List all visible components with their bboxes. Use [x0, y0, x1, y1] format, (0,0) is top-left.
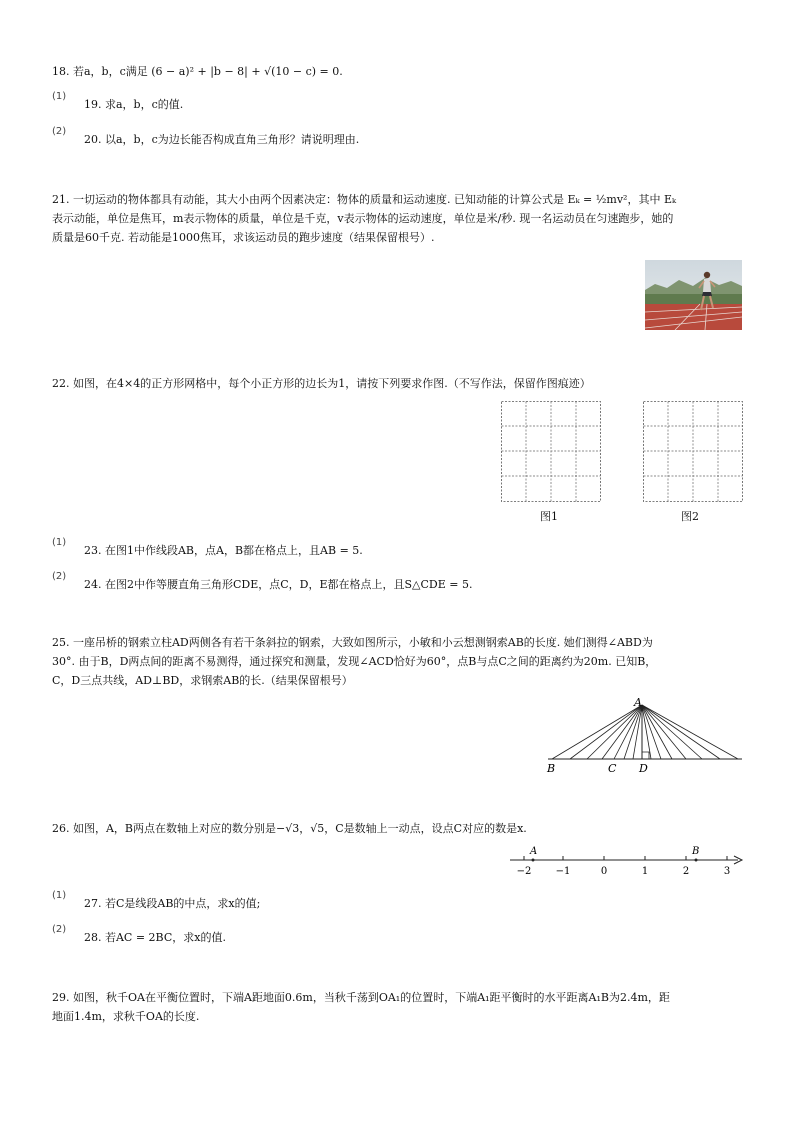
part-text: 24. 在图2中作等腰直角三角形CDE，点C，D，E都在格点上，且S△CDE = 5. — [84, 578, 473, 591]
question-29-line: 地面1.4m，求秋千OA的长度. — [52, 1010, 200, 1023]
number-line — [508, 842, 744, 882]
label-c: C — [608, 762, 617, 775]
figure-2-caption: 图2 — [681, 510, 699, 523]
suspension-bridge-diagram — [540, 695, 745, 775]
part-text: 20. 以a，b，c为边长能否构成直角三角形？请说明理由. — [84, 133, 360, 146]
question-29-line: 29. 如图，秋千OA在平衡位置时，下端A距地面0.6m，当秋千荡到OA₁的位置时，下端A₁距平衡时的水平距离A₁B为2.4m，距 — [52, 991, 670, 1004]
label-b: B — [547, 762, 556, 775]
question-21-line: 21. 一切运动的物体都具有动能，其大小由两个因素决定：物体的质量和运动速度. 已知动能的计算公式是 Eₖ = ½mv²，其中 Eₖ — [52, 193, 676, 206]
runner-photo — [645, 260, 742, 330]
question-18-text: 18. 若a，b，c满足 (6 − a)² + |b − 8| + √(10 − c) = 0. — [52, 65, 343, 78]
tick-label: 1 — [641, 866, 649, 877]
question-25-line: C，D三点共线，AD⊥BD，求钢索AB的长.（结果保留根号） — [52, 674, 353, 687]
part-marker: (1) — [52, 537, 67, 548]
part-marker: (1) — [52, 91, 67, 102]
point-b-label: B — [692, 846, 700, 857]
part-marker: (2) — [52, 924, 67, 935]
part-marker: (1) — [52, 890, 67, 901]
part-text: 19. 求a，b，c的值. — [84, 98, 184, 111]
question-22-text: 22. 如图，在4×4的正方形网格中，每个小正方形的边长为1，请按下列要求作图.（不写作法，保留作图痕迹） — [52, 377, 591, 390]
question-26-text: 26. 如图，A，B两点在数轴上对应的数分别是−√3，√5，C是数轴上一动点，设点C对应的数是x. — [52, 822, 527, 835]
question-18-stem — [52, 62, 343, 81]
label-d: D — [639, 762, 648, 775]
tick-label: −2 — [516, 866, 532, 877]
question-25-line: 30°. 由于B，D两点间的距离不易测得，通过探究和测量，发现∠ACD恰好为60°，点B与点C之间的距离约为20m. 已知B， — [52, 655, 657, 668]
part-text: 23. 在图1中作线段AB，点A，B都在格点上，且AB = 5. — [84, 544, 363, 557]
part-marker: (2) — [52, 126, 67, 137]
question-26-stem — [52, 819, 527, 838]
grid-figure-2 — [643, 401, 743, 502]
tick-label: 2 — [682, 866, 690, 877]
question-21-line: 表示动能，单位是焦耳，m表示物体的质量，单位是千克，v表示物体的运动速度，单位是米/秒. 现一名运动员在匀速跑步，她的 — [52, 212, 674, 225]
label-a: A — [634, 696, 642, 709]
question-25-line: 25. 一座吊桥的钢索立柱AD两侧各有若干条斜拉的钢索，大致如图所示，小敏和小云想测钢索AB的长度. 她们测得∠ABD为 — [52, 636, 653, 649]
part-text: 28. 若AC = 2BC，求x的值. — [84, 931, 226, 944]
question-22-stem — [52, 374, 591, 393]
grid-figure-1 — [501, 401, 601, 502]
part-marker: (2) — [52, 571, 67, 582]
question-21 — [52, 190, 676, 247]
tick-label: −1 — [555, 866, 571, 877]
part-text: 27. 若C是线段AB的中点，求x的值; — [84, 897, 261, 910]
figure-1-caption: 图1 — [540, 510, 558, 523]
tick-label: 0 — [600, 866, 608, 877]
question-21-line: 质量是60千克. 若动能是1000焦耳，求该运动员的跑步速度（结果保留根号）. — [52, 231, 435, 244]
question-29 — [52, 988, 670, 1026]
point-a-label: A — [530, 846, 538, 857]
tick-label: 3 — [723, 866, 731, 877]
question-25 — [52, 633, 656, 690]
